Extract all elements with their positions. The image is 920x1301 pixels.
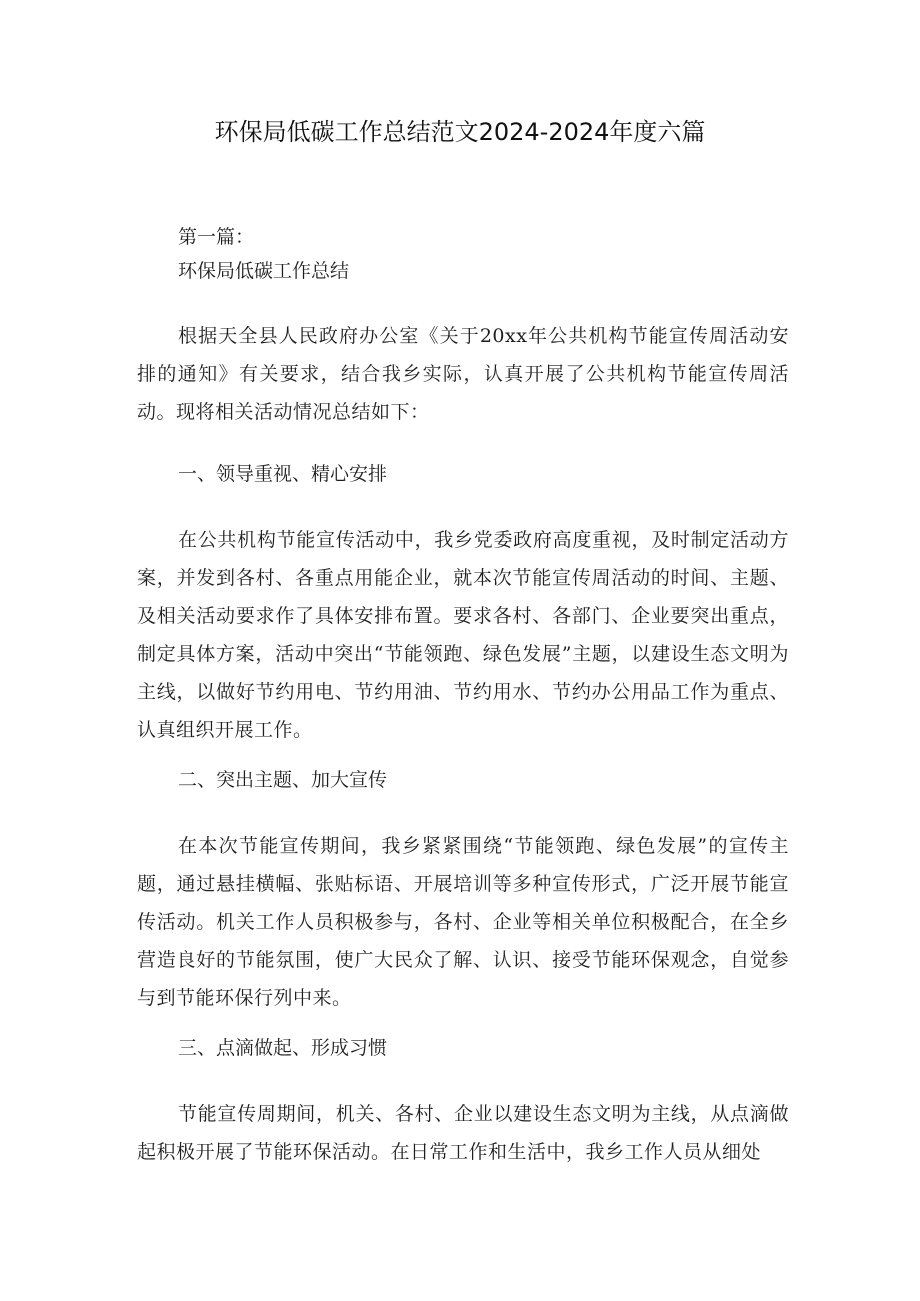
part-label: 第一篇： [178,226,255,248]
document-title: 环保局低碳工作总结范文2024-2024年度六篇 [214,118,706,146]
section-heading-1: 一、领导重视、精心安排 [178,463,388,485]
intro-paragraph: 根据天全县人民政府办公室《关于20xx年公共机构节能宣传周活动安排的通知》有关要求，结合我乡实际，认真开展了公共机构节能宣传周活动。现将相关活动情况总结如下： [137,325,789,423]
section-body-3: 节能宣传周期间，机关、各村、企业以建设生态文明为主线，从点滴做起积极开展了节能环保活动。在日常工作和生活中，我乡工作人员从细处 [137,1103,789,1163]
section-body-2: 在本次节能宣传期间，我乡紧紧围绕“节能领跑、绿色发展”的宣传主题，通过悬挂横幅、张贴标语、开展培训等多种宣传形式，广泛开展节能宣传活动。机关工作人员积极参与，各村、企业等相关单位积极配合，在全乡营造良好的节能氛围，使广大民众了解、认识、接受节能环保观念，自觉参与到节能环保行列中来。 [137,835,789,1009]
part-title: 环保局低碳工作总结 [178,260,350,282]
section-body-1: 在公共机构节能宣传活动中，我乡党委政府高度重视，及时制定活动方案，并发到各村、各重点用能企业，就本次节能宣传周活动的时间、主题、及相关活动要求作了具体安排布置。要求各村、各部门、企业要突出重点，制定具体方案，活动中突出“节能领跑、绿色发展”主题，以建设生态文明为主线，以做好节约用电、节约用油、节约用水、节约办公用品工作为重点、认真组织开展工作。 [137,529,789,741]
section-heading-3: 三、点滴做起、形成习惯 [178,1037,388,1059]
section-heading-2: 二、突出主题、加大宣传 [178,769,388,791]
